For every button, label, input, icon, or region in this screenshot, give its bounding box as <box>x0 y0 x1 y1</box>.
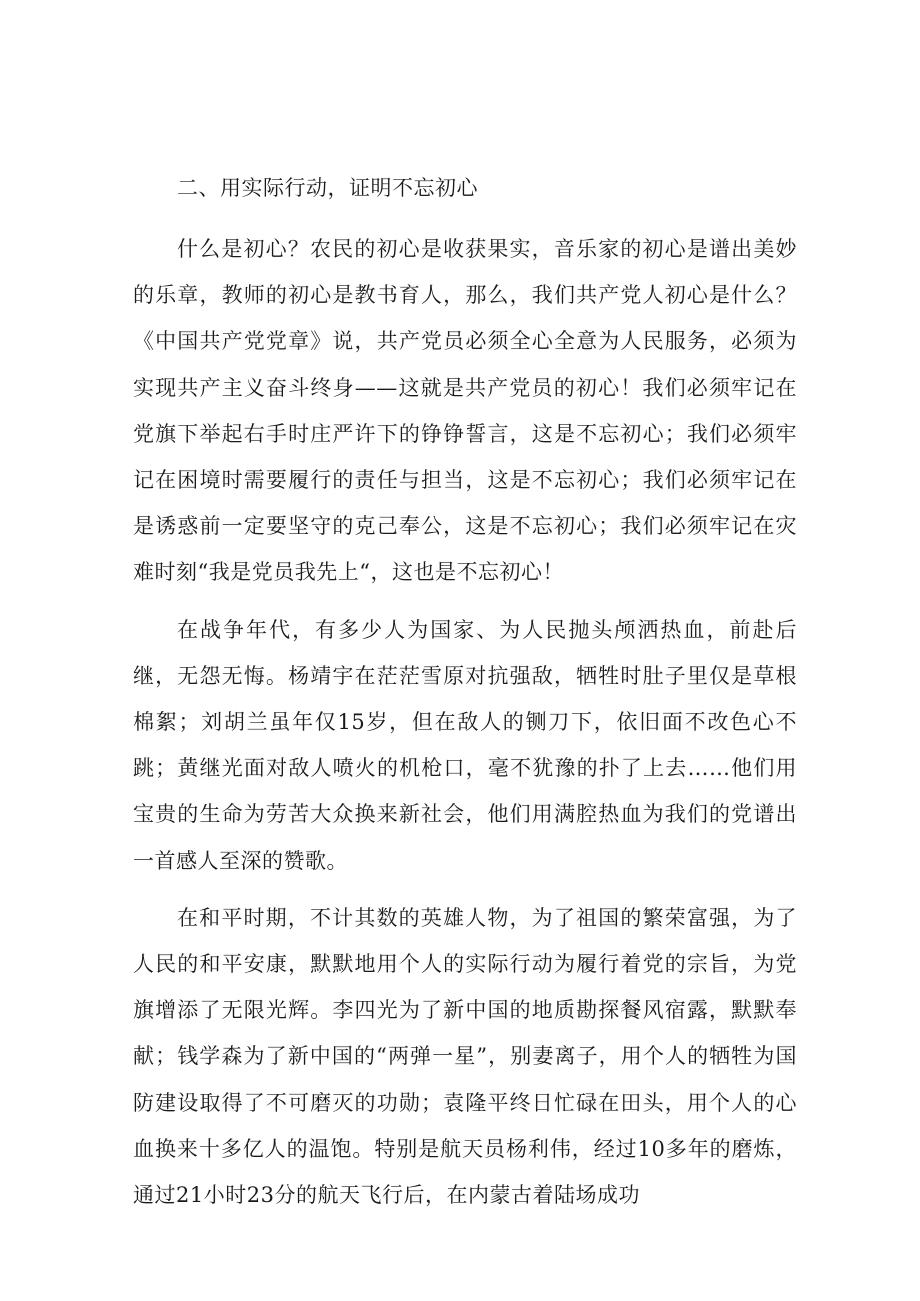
paragraph-peace-time: 在和平时期，不计其数的英雄人物，为了祖国的繁荣富强，为了人民的和平安康，默默地用个人的实际行动为履行着党的宗旨，为党旗增添了无限光辉。李四光为了新中国的地质勘探餐风宿露，默默奉献；钱学森为了新中国的“两弹一星”，别妻离子，用个人的牺牲为国防建设取得了不可磨灭的功勋；袁隆平终日忙碌在田头，用个人的心血换来十多亿人的温饱。特别是航天员杨利伟，经过10多年的磨炼，通过21小时23分的航天飞行后，在内蒙古着陆场成功 <box>133 905 797 1208</box>
paragraph-what-is-original-aspiration: 什么是初心？农民的初心是收获果实，音乐家的初心是谱出美妙的乐章，教师的初心是教书育人，那么，我们共产党人初心是什么？《中国共产党党章》说，共产党员必须全心全意为人民服务，必须为实现共产主义奋斗终身——这就是共产党员的初心！我们必须牢记在党旗下举起右手时庄严许下的铮铮誓言，这是不忘初心；我们必须牢记在困境时需要履行的责任与担当，这是不忘初心；我们必须牢记在是诱惑前一定要坚守的克己奉公，这是不忘初心；我们必须牢记在灾难时刻“我是党员我先上“，这也是不忘初心！ <box>133 237 797 585</box>
document-body <box>133 162 797 1229</box>
paragraph-war-years: 在战争年代，有多少人为国家、为人民抛头颅洒热血，前赴后继，无怨无悔。杨靖宇在茫茫雪原对抗强敌，牺牲时肚子里仅是草根棉絮；刘胡兰虽年仅15岁，但在敌人的铡刀下，依旧面不改色心不跳；黄继光面对敌人喷火的机枪口，毫不犹豫的扑了上去……他们用宝贵的生命为劳苦大众换来新社会，他们用满腔热血为我们的党谱出一首感人至深的赞歌。 <box>133 617 797 873</box>
section-heading: 二、用实际行动，证明不忘初心 <box>177 176 478 200</box>
